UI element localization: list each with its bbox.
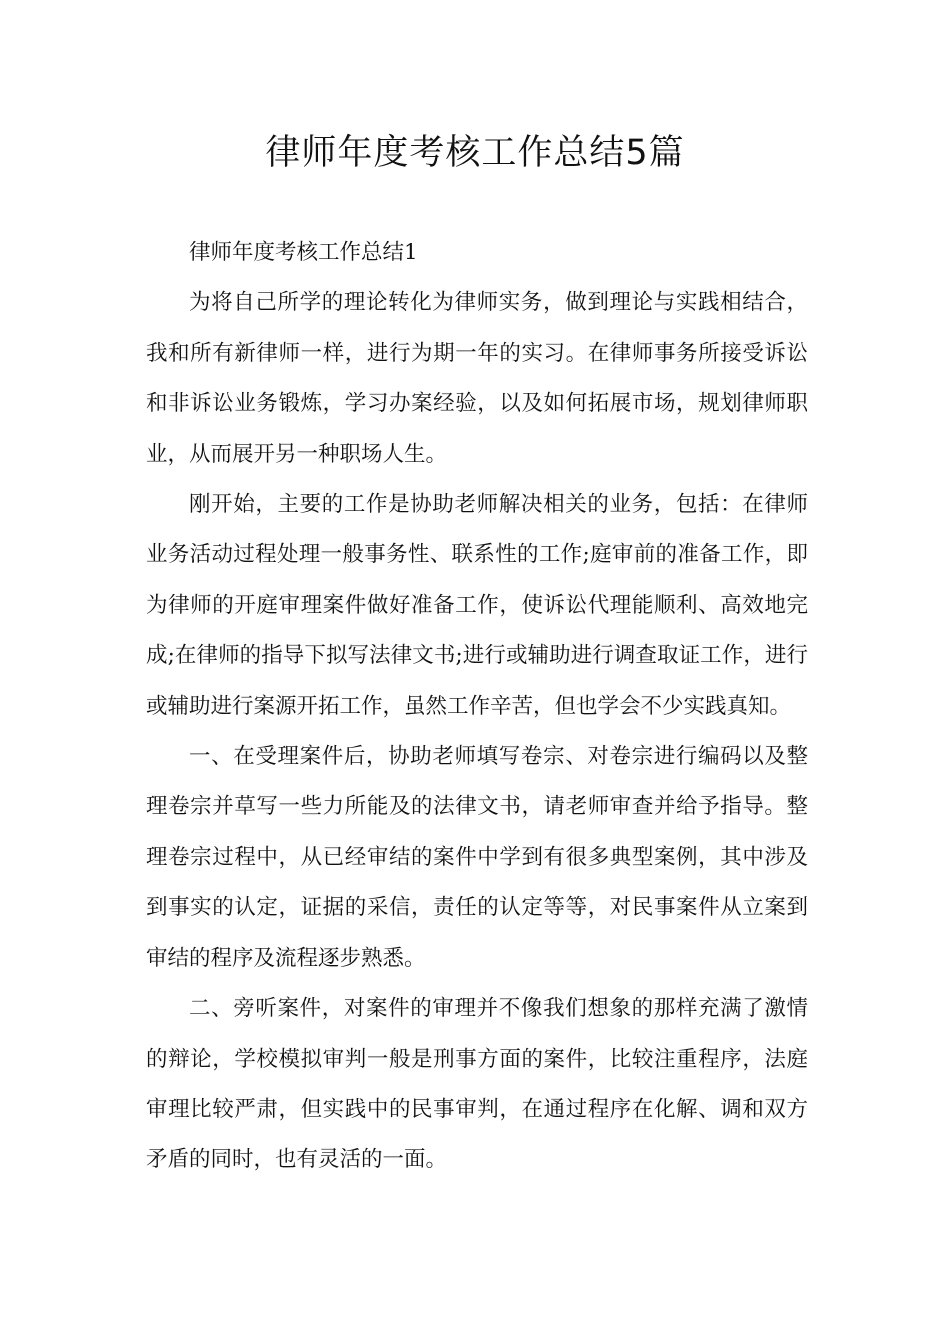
- paragraph-3: 一、在受理案件后，协助老师填写卷宗、对卷宗进行编码以及整理卷宗并草写一些力所能及的法律文书，请老师审查并给予指导。整理卷宗过程中，从已经审结的案件中学到有很多典型案例，其中涉及到事实的认定，证据的采信，责任的认定等等，对民事案件从立案到审结的程序及流程逐步熟悉。: [146, 744, 808, 971]
- section-heading: 律师年度考核工作总结1: [189, 240, 418, 265]
- paragraph-1: 为将自己所学的理论转化为律师实务，做到理论与实践相结合，我和所有新律师一样，进行为期一年的实习。在律师事务所接受诉讼和非诉讼业务锻炼，学习办案经验，以及如何拓展市场，规划律师职业，从而展开另一种职场人生。: [146, 290, 808, 467]
- paragraph-2: 刚开始，主要的工作是协助老师解决相关的业务，包括：在律师业务活动过程处理一般事务性、联系性的工作;庭审前的准备工作，即为律师的开庭审理案件做好准备工作，使诉讼代理能顺利、高效地完成;在律师的指导下拟写法律文书;进行或辅助进行调查取证工作，进行或辅助进行案源开拓工作，虽然工作辛苦，但也学会不少实践真知。: [146, 492, 808, 719]
- paragraph-4: 二、旁听案件，对案件的审理并不像我们想象的那样充满了激情的辩论，学校模拟审判一般是刑事方面的案件，比较注重程序，法庭审理比较严肃，但实践中的民事审判，在通过程序在化解、调和双方矛盾的同时，也有灵活的一面。: [146, 996, 808, 1173]
- document-body: [146, 228, 808, 1186]
- document-title: 律师年度考核工作总结5篇: [265, 133, 685, 173]
